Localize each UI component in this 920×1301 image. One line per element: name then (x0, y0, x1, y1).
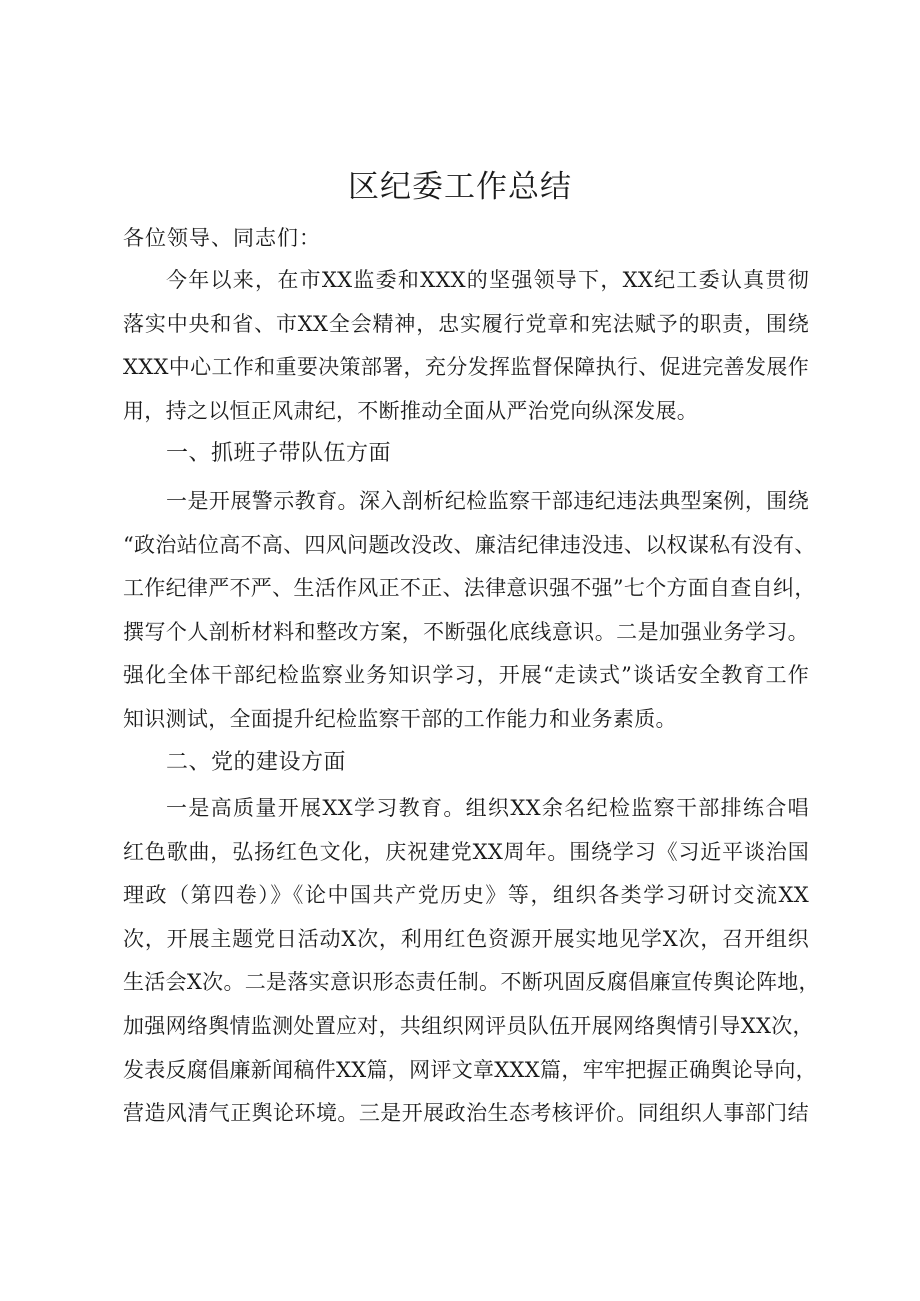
paragraph-line: 撰写个人剖析材料和整改方案，不断强化底线意识。二是加强业务学习。 (123, 619, 809, 644)
section-2-paragraph (123, 787, 820, 1136)
paragraph-line: 红色歌曲，弘扬红色文化，庆祝建党XX周年。围绕学习《习近平谈治国 (123, 839, 809, 864)
section-heading-2: 二、党的建设方面 (166, 750, 347, 775)
paragraph-line: 工作纪律严不严、生活作风正不正、法律意识强不强”七个方面自查自纠， (123, 576, 816, 601)
paragraph-line: 生活会X次。二是落实意识形态责任制。不断巩固反腐倡廉宣传舆论阵地， (123, 970, 820, 995)
paragraph-line: XXX中心工作和重要决策部署，充分发挥监督保障执行、促进完善发展作 (123, 355, 809, 380)
paragraph-line: 理政（第四卷）》《论中国共产党历史》等，组织各类学习研讨交流XX (123, 883, 809, 908)
paragraph-line: 一是开展警示教育。深入剖析纪检监察干部违纪违法典型案例，围绕 (166, 489, 809, 513)
paragraph-line: 一是高质量开展XX学习教育。组织XX余名纪检监察干部排练合唱 (166, 796, 809, 820)
paragraph-line: 强化全体干部纪检监察业务知识学习，开展“走读式”谈话安全教育工作 (123, 663, 809, 688)
section-heading-1: 一、抓班子带队伍方面 (166, 441, 392, 466)
document-title: 区纪委工作总结 (348, 169, 572, 205)
paragraph-line: 营造风清气正舆论环境。三是开展政治生态考核评价。同组织人事部门结 (123, 1101, 809, 1126)
paragraph-line: “政治站位高不高、四风问题改没改、廉洁纪律违没违、以权谋私有没有、 (123, 532, 816, 557)
paragraph-line: 次，开展主题党日活动X次，利用红色资源开展实地见学X次，召开组织 (123, 926, 809, 951)
salutation: 各位领导、同志们： (123, 226, 321, 250)
paragraph-line: 加强网络舆情监测处置应对，共组织网评员队伍开展网络舆情引导XX次， (123, 1013, 814, 1038)
paragraph-line: 知识测试，全面提升纪检监察干部的工作能力和业务素质。 (123, 706, 677, 731)
paragraph-line: 落实中央和省、市XX全会精神，忠实履行党章和宪法赋予的职责，围绕 (123, 311, 809, 336)
paragraph-line: 用，持之以恒正风肃纪，不断推动全面从严治党向纵深发展。 (123, 398, 699, 423)
paragraph-line: 发表反腐倡廉新闻稿件XX篇，网评文章XXX篇，牢牢把握正确舆论导向， (123, 1057, 817, 1082)
paragraph-line: 今年以来，在市XX监委和XXX的坚强领导下，XX纪工委认真贯彻 (166, 268, 809, 292)
section-1-paragraph (123, 480, 816, 742)
intro-paragraph (123, 259, 809, 433)
